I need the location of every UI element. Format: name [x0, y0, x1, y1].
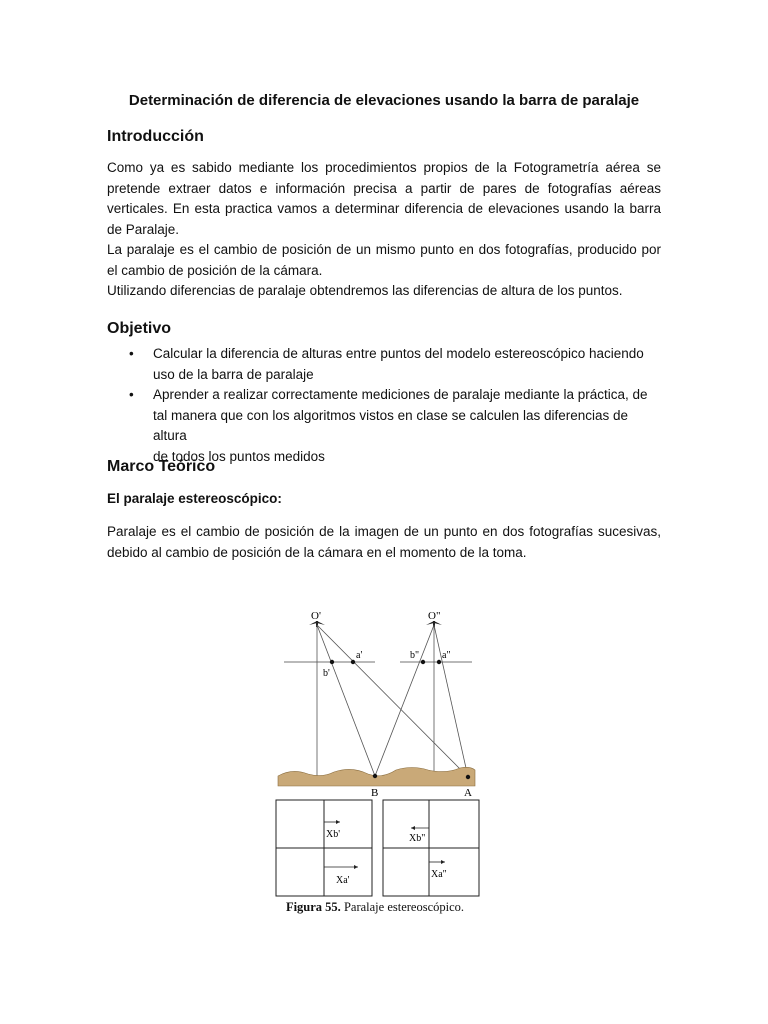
intro-heading: Introducción: [107, 128, 204, 145]
marco-line: Paralaje es el cambio de posición de la imagen de un punto en dos fotografías sucesivas,: [107, 524, 661, 539]
label-o2: O": [428, 610, 441, 622]
marco-heading: Marco Teórico: [107, 458, 216, 475]
label-xb2: Xb": [409, 833, 426, 844]
photo-frame-right: [383, 800, 479, 896]
marco-subheading: El paralaje estereoscópico:: [107, 491, 282, 506]
objective-item: [107, 385, 661, 467]
marco-paragraph: [107, 522, 661, 563]
objective-heading: Objetivo: [107, 320, 172, 337]
label-a2: a": [442, 650, 451, 661]
label-o1: O': [311, 610, 321, 622]
figure-caption: [270, 900, 480, 915]
point-B: [373, 774, 377, 778]
label-A: A: [464, 787, 472, 799]
objective-item-line: tal manera que con los algoritmos vistos en clase se calculen las diferencias de altura: [153, 407, 628, 443]
intro-line: Como ya es sabido mediante los procedimientos propios de la Fotogrametría aérea se: [107, 160, 661, 175]
label-xa1: Xa': [336, 875, 350, 886]
objective-item: [107, 344, 661, 385]
marco-line: debido al cambio de posición de la cámara en el momento de la toma.: [107, 544, 527, 560]
label-a1: a': [356, 650, 363, 661]
intro-paragraph: [107, 158, 661, 302]
point-b2: [421, 660, 425, 664]
ray-o2-A: [434, 625, 468, 777]
label-xb1: Xb': [326, 829, 341, 840]
objective-item-line: uso de la barra de paralaje: [153, 366, 314, 382]
point-a2: [437, 660, 441, 664]
label-b1: b': [323, 668, 330, 679]
intro-line: de Paralaje.: [107, 221, 180, 237]
caption-text: Paralaje estereoscópico.: [340, 900, 465, 914]
parallax-diagram: [270, 600, 480, 900]
objective-item-line: Aprender a realizar correctamente mediciones de paralaje mediante la práctica, de: [153, 387, 648, 402]
ray-o2-B: [375, 625, 434, 776]
photo-frame-left: [276, 800, 372, 896]
intro-line: Utilizando diferencias de paralaje obtendremos las diferencias de altura de los puntos.: [107, 283, 623, 298]
label-b2: b": [410, 650, 420, 661]
parallax-figure: [270, 600, 480, 920]
intro-line: pretende extraer datos e información precisa a partir de pares de fotografías aéreas: [107, 180, 661, 196]
bullet-dot: •: [129, 387, 134, 402]
intro-line: verticales. En esta practica vamos a determinar diferencia de elevaciones usando la barra: [107, 201, 661, 216]
caption-number: Figura 55.: [285, 900, 341, 914]
objective-list: [107, 344, 661, 467]
label-B: B: [371, 787, 379, 799]
page-title: Determinación de diferencia de elevaciones usando la barra de paralaje: [128, 92, 640, 109]
objective-item-line: Calcular la diferencia de alturas entre puntos del modelo estereoscópico haciendo: [153, 346, 644, 361]
ray-o1-A: [317, 625, 468, 777]
ray-o1-B: [317, 625, 375, 776]
bullet-dot: •: [129, 346, 134, 361]
point-a1: [351, 660, 355, 664]
intro-line: La paralaje es el cambio de posición de un mismo punto en dos fotografías, producido por: [107, 242, 661, 257]
label-xa2: Xa": [431, 869, 447, 880]
point-A: [466, 775, 470, 779]
intro-line: el cambio de posición de la cámara.: [107, 262, 323, 278]
point-b1: [330, 660, 334, 664]
objective-item-line: de todos los puntos medidos: [153, 448, 325, 464]
